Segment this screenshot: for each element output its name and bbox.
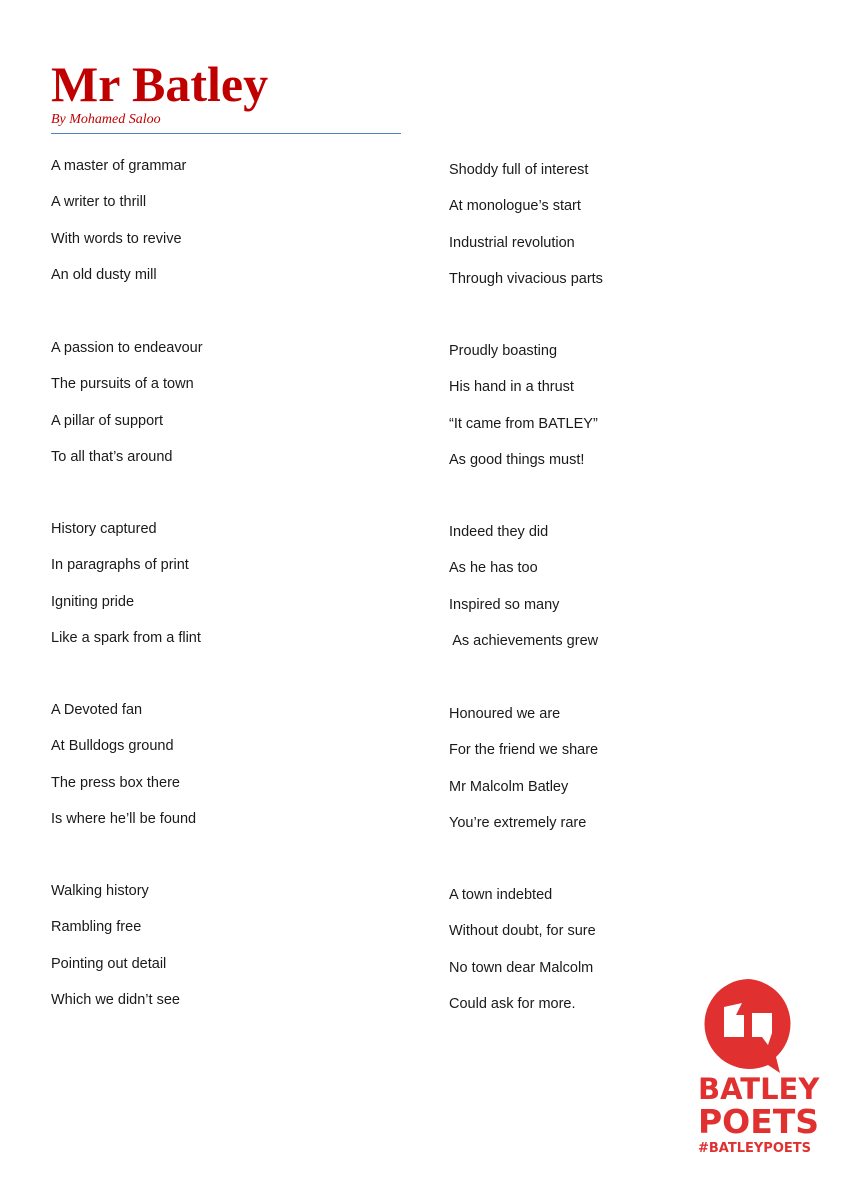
poem-line: Honoured we are	[449, 706, 561, 722]
poem-line: At Bulldogs ground	[51, 738, 174, 755]
poem-line: History captured	[51, 521, 157, 537]
poem-line: As he has too	[449, 560, 538, 577]
batley-poets-logo	[698, 975, 820, 1165]
title-divider	[51, 133, 401, 134]
poem-line: Proudly boasting	[449, 343, 558, 359]
poem-line: You’re extremely rare	[449, 814, 587, 831]
poem-line: Industrial revolution	[449, 234, 575, 251]
author-byline: By Mohamed Saloo	[51, 112, 161, 127]
poem-line: The press box there	[51, 774, 180, 791]
poem-line: At monologue’s start	[449, 198, 581, 215]
poem-line: A pillar of support	[51, 412, 164, 429]
poem-line: To all that’s around	[51, 448, 173, 465]
poem-line: Shoddy full of interest	[449, 162, 589, 178]
poem-line: Indeed they did	[449, 524, 549, 540]
poem-line: Mr Malcolm Batley	[449, 778, 569, 795]
poem-line: His hand in a thrust	[449, 379, 574, 396]
poem-line: Inspired so many	[449, 596, 560, 613]
poem-line: Like a spark from a flint	[51, 629, 201, 646]
poem-line: Igniting pride	[51, 593, 135, 610]
poem-line: In paragraphs of print	[51, 557, 189, 574]
poem-line: Without doubt, for sure	[449, 923, 596, 940]
poem-line: Which we didn’t see	[51, 991, 180, 1008]
poem-line: A Devoted fan	[51, 702, 143, 718]
poem-line: A writer to thrill	[51, 194, 147, 211]
poem-line: As achievements grew	[449, 632, 599, 649]
poem-line: An old dusty mill	[51, 266, 157, 283]
poem-line: A town indebted	[449, 887, 553, 903]
poem-line: Could ask for more.	[449, 995, 576, 1012]
quote-bubble-icon	[698, 975, 798, 1075]
poem-line: Pointing out detail	[51, 955, 167, 972]
poem-line: “It came from BATLEY”	[449, 415, 598, 432]
poem-line: Walking history	[51, 883, 149, 899]
poem-line: Rambling free	[51, 919, 142, 936]
poem-line: No town dear Malcolm	[449, 959, 594, 976]
poem-line: With words to revive	[51, 230, 182, 247]
poem-line: A passion to endeavour	[51, 340, 203, 356]
poem-line: Through vivacious parts	[449, 270, 603, 287]
poem-line: For the friend we share	[449, 742, 599, 759]
poem-line: As good things must!	[449, 451, 585, 468]
poem-line: A master of grammar	[51, 158, 187, 174]
logo-line-poets: POETS	[698, 1102, 820, 1141]
poem-line: Is where he’ll be found	[51, 810, 197, 827]
logo-line-batley: BATLEY	[698, 1072, 820, 1106]
poem-title: Mr Batley	[51, 56, 269, 112]
poem-line: The pursuits of a town	[51, 376, 194, 393]
logo-hashtag: #BATLEYPOETS	[698, 1141, 811, 1156]
